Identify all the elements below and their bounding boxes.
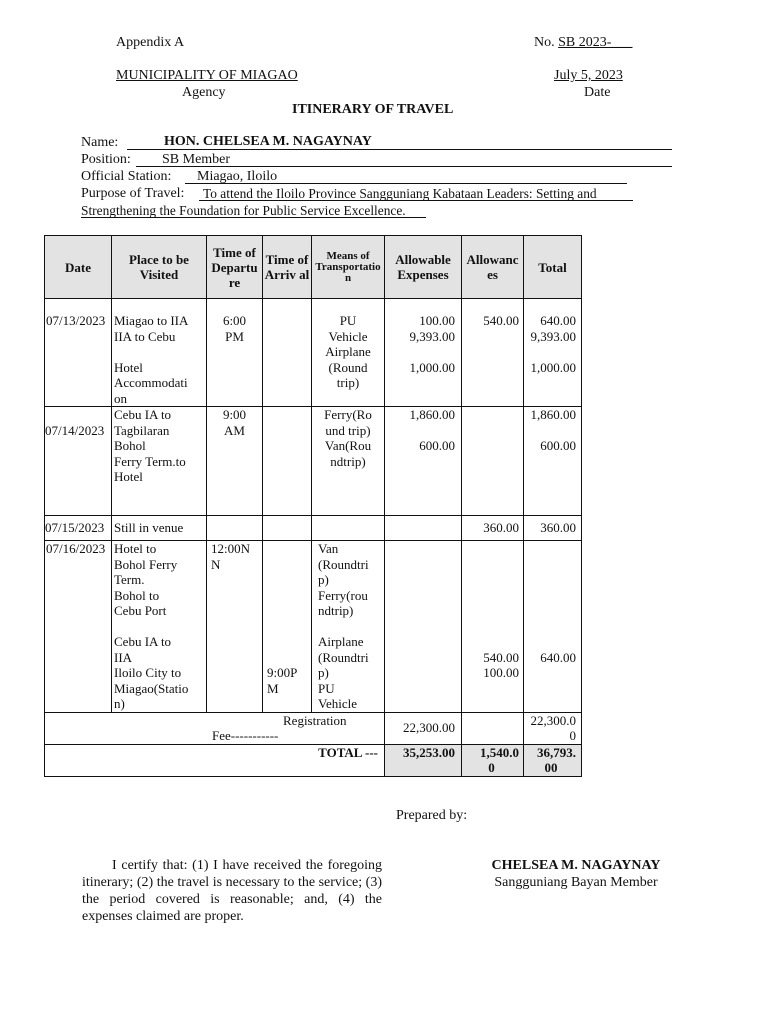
cell-line <box>526 572 576 588</box>
cell-line: 12:00N <box>211 541 250 556</box>
cell-departure <box>207 407 263 516</box>
cell-line: p) <box>318 572 329 587</box>
cell-line: Cebu IA to <box>114 634 172 649</box>
cell-line: Cebu IA to <box>114 407 172 422</box>
registration-total-line-1: 22,300.0 <box>530 712 576 728</box>
cell-departure <box>207 516 263 541</box>
cell-line: Accommodati <box>114 375 188 390</box>
certification-statement: I certify that: (1) I have received the foregoing itinerary; (2) the travel is necessary to the service; (3) the period covered is reasonable; and, (4) the expenses claimed are proper. <box>82 858 382 924</box>
cell-line: Cebu Port <box>114 603 167 618</box>
prepared-by-label: Prepared by: <box>396 808 468 823</box>
cell-line: 1,000.00 <box>530 359 576 375</box>
agency-name: MUNICIPALITY OF MIAGAO <box>116 68 298 83</box>
table-row <box>45 299 582 407</box>
cell-line <box>387 423 455 439</box>
totals-total <box>524 744 582 776</box>
cell-line: AM <box>224 422 245 438</box>
cell-line: Miagao(Statio <box>114 680 189 696</box>
cell-allowances <box>462 516 524 541</box>
page-title: ITINERARY OF TRAVEL <box>292 102 454 117</box>
totals-total-line-1: 36,793. <box>537 744 576 760</box>
cell-line: PU <box>339 313 357 328</box>
header-departure: Time of Departu re <box>207 236 263 299</box>
cell-allowable <box>385 299 462 407</box>
cell-date: 07/14/2023 <box>45 407 112 516</box>
agency-caption: Agency <box>182 85 226 100</box>
cell-line <box>267 557 309 573</box>
totals-total-line-2: 00 <box>544 760 558 775</box>
totals-allowances <box>462 744 524 776</box>
cell-line <box>526 557 576 573</box>
cell-line <box>464 588 519 604</box>
cell-place <box>112 516 207 541</box>
cell-line <box>267 603 309 619</box>
cell-total <box>524 407 582 516</box>
cell-line: ndtrip) <box>318 603 354 618</box>
cell-arrival <box>263 299 312 407</box>
cell-line: 540.00 <box>483 313 519 328</box>
registration-total-line-2: 0 <box>569 728 576 743</box>
cell-allowances <box>462 407 524 516</box>
cell-line: (Roundtri <box>318 649 369 665</box>
cell-total <box>524 541 582 713</box>
cell-means <box>312 516 385 541</box>
cell-line <box>464 603 519 619</box>
header-total: Total <box>524 236 582 299</box>
header-place: Place to be Visited <box>112 236 207 299</box>
cell-line <box>464 557 519 573</box>
cell-allowances <box>462 541 524 713</box>
registration-row <box>45 712 582 744</box>
cell-line: PU <box>318 680 335 696</box>
totals-allowable: 35,253.00 <box>385 744 462 776</box>
cell-line: Ferry Term.to <box>114 453 186 469</box>
cell-line <box>526 588 576 604</box>
cell-line <box>464 619 519 635</box>
cell-departure <box>207 541 263 713</box>
registration-label-1: Registration <box>283 712 347 728</box>
cell-line: IIA to Cebu <box>114 328 176 344</box>
cell-line: ndtrip) <box>330 453 366 469</box>
name-label: Name: <box>81 135 119 150</box>
cell-line: 9,393.00 <box>409 328 455 344</box>
cell-line: IIA <box>114 649 133 665</box>
header-date: Date <box>45 236 112 299</box>
position-label: Position: <box>81 152 131 167</box>
station-value: Miagao, Iloilo <box>197 169 278 184</box>
cell-line: trip) <box>336 375 360 390</box>
cell-line: Airplane <box>318 634 364 649</box>
itinerary-table <box>44 235 582 777</box>
cell-line: N <box>211 556 221 572</box>
cell-line: Ferry(Ro <box>324 407 372 422</box>
registration-allowances <box>462 712 524 744</box>
cell-line <box>387 344 455 360</box>
cell-line <box>267 650 309 666</box>
purpose-line-2: Strengthening the Foundation for Public Service Excellence. <box>81 203 406 218</box>
table-row <box>45 541 582 713</box>
position-value: SB Member <box>162 152 231 167</box>
cell-total <box>524 299 582 407</box>
cell-line: 9:00P <box>267 665 298 680</box>
cell-line: 1,860.00 <box>530 407 576 422</box>
cell-line <box>526 423 576 439</box>
cell-line <box>526 603 576 619</box>
totals-label: TOTAL --- <box>45 744 385 776</box>
totals-row <box>45 744 582 776</box>
cell-arrival <box>263 407 312 516</box>
cell-line: 1,000.00 <box>409 359 455 375</box>
cell-date: 07/16/2023 <box>45 541 112 713</box>
header-allowable: Allowable Expenses <box>385 236 462 299</box>
cell-line: PM <box>225 328 244 344</box>
cell-line: (Round <box>328 359 368 375</box>
cell-line <box>114 619 204 635</box>
cell-line: Hotel <box>114 469 143 484</box>
cell-total <box>524 516 582 541</box>
cell-arrival <box>263 541 312 713</box>
registration-label-cell <box>45 712 385 744</box>
cell-line: Van(Rou <box>324 438 372 453</box>
cell-line <box>318 619 382 635</box>
cell-line: p) <box>318 665 329 680</box>
cell-line: on <box>114 390 127 406</box>
cell-line <box>464 634 519 650</box>
cell-line: 640.00 <box>540 313 576 328</box>
cell-line: Bohol to <box>114 587 160 603</box>
date-caption: Date <box>584 85 611 100</box>
document-number <box>534 35 632 51</box>
cell-line: 540.00 <box>483 649 519 665</box>
cell-line: Vehicle <box>318 696 357 711</box>
cell-line: und trip) <box>325 422 371 438</box>
cell-arrival <box>263 516 312 541</box>
cell-means <box>312 299 385 407</box>
cell-line <box>464 572 519 588</box>
cell-line: Iloilo City to <box>114 665 182 680</box>
cell-line <box>526 344 576 360</box>
cell-line: M <box>267 680 279 696</box>
cell-line: Term. <box>114 572 145 587</box>
cell-line: Miagao to IIA <box>114 313 189 328</box>
cell-line: 600.00 <box>419 438 455 453</box>
cell-means <box>312 407 385 516</box>
cell-allowable <box>385 541 462 713</box>
station-label: Official Station: <box>81 169 172 184</box>
cell-departure <box>207 299 263 407</box>
cell-line: Van <box>318 541 339 556</box>
registration-label-2: Fee----------- <box>212 727 279 743</box>
cell-line: Bohol Ferry <box>114 556 178 572</box>
signatory-block <box>476 857 676 891</box>
cell-date: 07/15/2023 <box>45 516 112 541</box>
cell-line: 100.00 <box>483 665 519 680</box>
registration-total <box>524 712 582 744</box>
cell-date: 07/13/2023 <box>45 299 112 407</box>
cell-line: Bohol <box>114 438 146 453</box>
totals-allowances-line-1: 1,540.0 <box>480 744 519 760</box>
cell-line: Hotel to <box>114 541 157 556</box>
header-means: Means of Transportatio n <box>312 236 385 299</box>
cell-line: 9:00 <box>222 407 247 422</box>
cell-line: Airplane <box>325 344 371 359</box>
cell-line <box>267 619 309 635</box>
cell-line <box>114 344 204 360</box>
cell-line: 100.00 <box>419 313 455 328</box>
appendix-label: Appendix A <box>116 35 185 50</box>
table-row <box>45 516 582 541</box>
cell-place <box>112 541 207 713</box>
cell-line <box>267 572 309 588</box>
signer-name: CHELSEA M. NAGAYNAY <box>491 858 661 873</box>
cell-line: 360.00 <box>540 520 576 536</box>
cell-place <box>112 299 207 407</box>
number-label: No. <box>534 35 555 50</box>
cell-line: 640.00 <box>540 649 576 665</box>
cell-allowable <box>385 407 462 516</box>
cell-means <box>312 541 385 713</box>
document-date: July 5, 2023 <box>554 68 623 83</box>
cell-line: (Roundtri <box>318 556 369 572</box>
cell-line: 360.00 <box>483 520 519 536</box>
cell-line: 1,860.00 <box>409 407 455 422</box>
cell-allowable <box>385 516 462 541</box>
cell-line <box>267 634 309 650</box>
cell-line <box>267 588 309 604</box>
cell-line: 6:00 <box>222 313 247 328</box>
cell-line <box>267 541 309 557</box>
cell-line: Vehicle <box>328 328 368 344</box>
signer-title: Sangguniang Bayan Member <box>494 875 658 890</box>
table-header-row <box>45 236 582 299</box>
cell-line <box>464 541 519 557</box>
table-row <box>45 407 582 516</box>
cell-line <box>526 541 576 557</box>
cell-line: 9,393.00 <box>530 328 576 344</box>
registration-allowable: 22,300.00 <box>385 712 462 744</box>
header-arrival: Time of Arriv al <box>263 236 312 299</box>
cell-place <box>112 407 207 516</box>
cell-line: Hotel <box>114 359 143 375</box>
name-value: HON. CHELSEA M. NAGAYNAY <box>164 134 372 149</box>
totals-allowances-line-2: 0 <box>488 760 495 775</box>
purpose-line-1: To attend the Iloilo Province Sangguniang Kabataan Leaders: Setting and <box>203 186 597 201</box>
cell-line <box>526 619 576 635</box>
number-value: SB 2023-___ <box>558 35 633 50</box>
cell-allowances <box>462 299 524 407</box>
cell-line: n) <box>114 696 125 711</box>
cell-line: Still in venue <box>114 520 184 536</box>
cell-line: Tagbilaran <box>114 422 170 438</box>
cell-line <box>526 634 576 650</box>
purpose-label: Purpose of Travel: <box>81 186 185 201</box>
cell-line: 600.00 <box>540 438 576 453</box>
cell-line: Ferry(rou <box>318 587 368 603</box>
header-allowances: Allowanc es <box>462 236 524 299</box>
